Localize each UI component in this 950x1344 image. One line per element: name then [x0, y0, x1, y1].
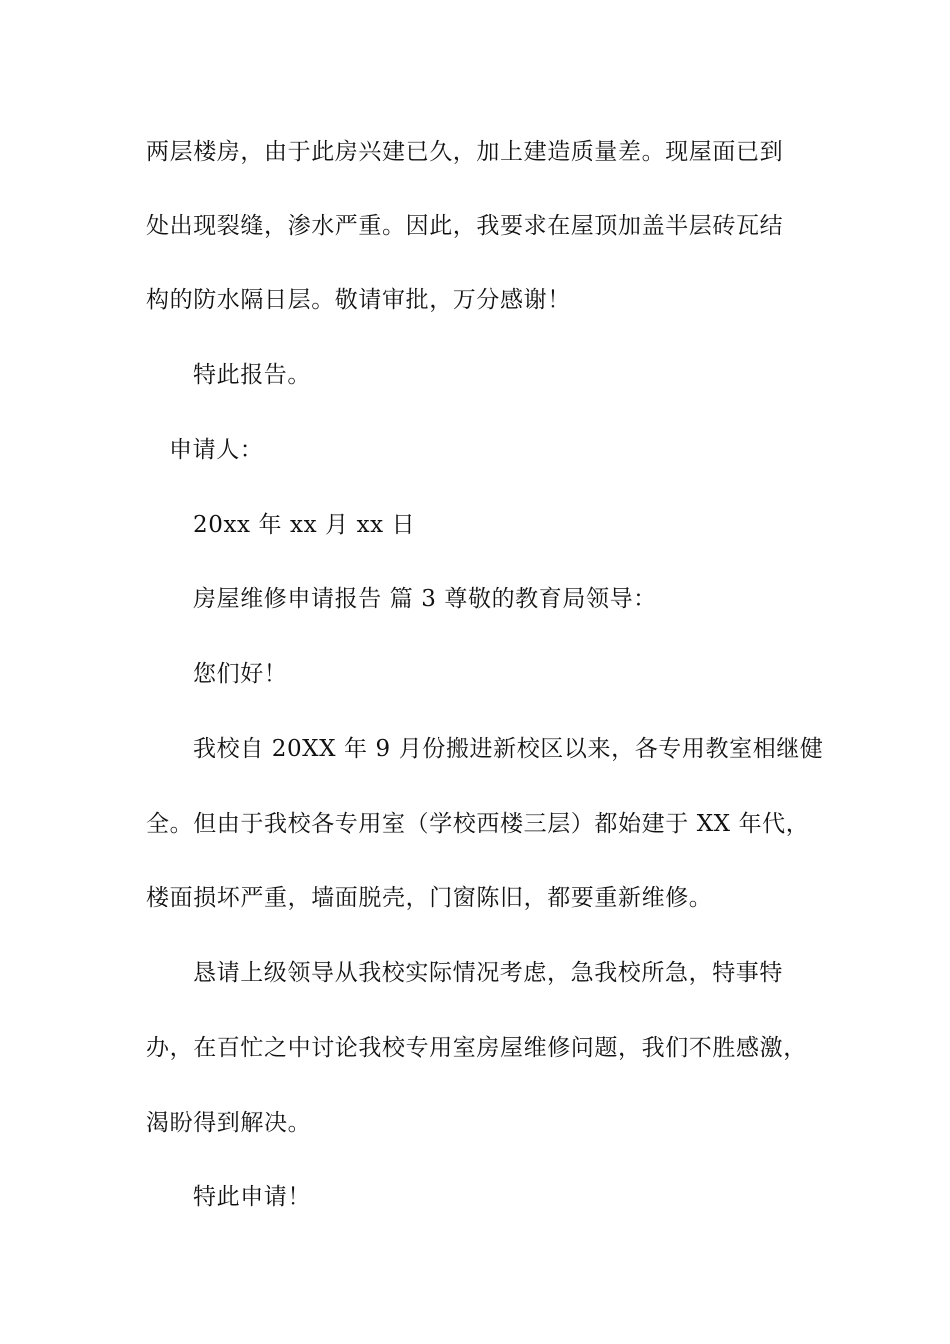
paragraph-line-3: 构的防水隔日层。敬请审批，万分感谢！: [146, 287, 571, 313]
closing-request-line: 特此申请！: [193, 1184, 311, 1210]
paragraph-line-12: 恳请上级领导从我校实际情况考虑，急我校所急，特事特: [193, 960, 783, 986]
section-heading-line: 房屋维修申请报告 篇 3 尊敬的教育局领导：: [193, 586, 657, 612]
closing-report-line: 特此报告。: [193, 362, 311, 388]
date-line: 20xx 年 xx 月 xx 日: [193, 512, 416, 538]
greeting-line: 您们好！: [193, 661, 288, 687]
paragraph-line-9: 我校自 20XX 年 9 月份搬进新校区以来，各专用教室相继健: [193, 736, 824, 762]
paragraph-line-13: 办，在百忙之中讨论我校专用室房屋维修问题，我们不胜感激，: [146, 1035, 807, 1061]
paragraph-line-10: 全。但由于我校各专用室（学校西楼三层）都始建于 XX 年代，: [146, 811, 810, 837]
paragraph-line-11: 楼面损坏严重，墙面脱壳，门窗陈旧，都要重新维修。: [146, 885, 713, 911]
paragraph-line-1: 两层楼房，由于此房兴建已久，加上建造质量差。现屋面已到: [146, 139, 784, 165]
applicant-label: 申请人：: [169, 437, 264, 463]
paragraph-line-2: 处出现裂缝，渗水严重。因此，我要求在屋顶加盖半层砖瓦结: [146, 213, 784, 239]
paragraph-line-14: 渴盼得到解决。: [146, 1110, 312, 1136]
